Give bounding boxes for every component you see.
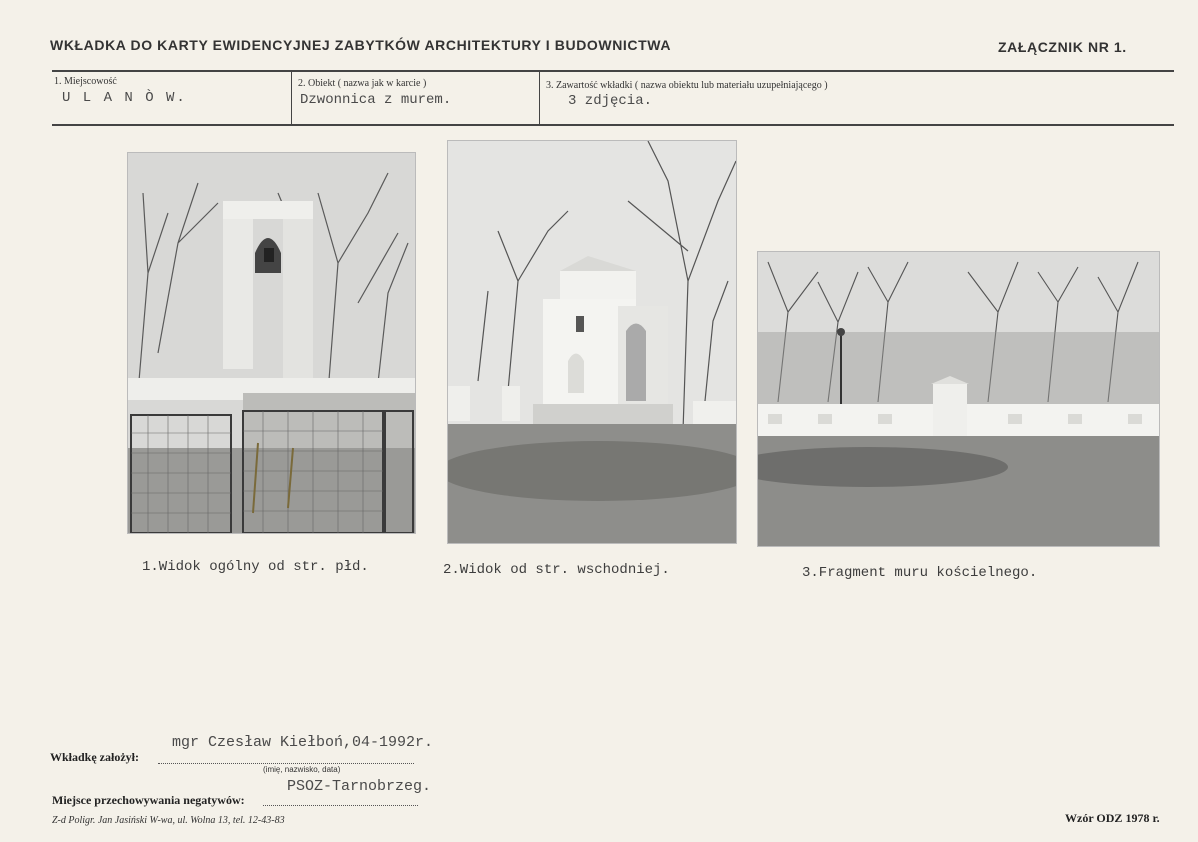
- annex-number: ZAŁĄCZNIK NR 1.: [998, 39, 1127, 55]
- storage-label: Miejsce przechowywania negatywów:: [52, 793, 245, 807]
- object-label: 2. Obiekt ( nazwa jak w karcie ): [298, 78, 427, 89]
- contents-value: 3 zdjęcia.: [568, 93, 653, 109]
- locality-value: U L A N Ò W.: [62, 90, 187, 106]
- header-top-rule: [52, 70, 1174, 72]
- header-divider-1: [291, 71, 292, 125]
- photo-2-caption: 2.Widok od str. wschodniej.: [443, 562, 670, 578]
- form-title: WKŁADKA DO KARTY EWIDENCYJNEJ ZABYTKÓW ARCHITEKTURY I BUDOWNICTWA: [50, 37, 672, 53]
- photo-3-caption: 3.Fragment muru kościelnego.: [802, 565, 1038, 581]
- author-value: mgr Czesław Kiełboń,04-1992r.: [172, 734, 434, 751]
- author-label: Wkładkę założył:: [50, 750, 139, 764]
- author-hint: (imię, nazwisko, data): [263, 765, 341, 774]
- photo-3-church-wall: [757, 251, 1160, 547]
- contents-label: 3. Zawartość wkładki ( nazwa obiektu lub materiału uzupełniającego ): [546, 80, 828, 91]
- locality-label: 1. Miejscowość: [54, 76, 117, 87]
- storage-dotted-line: [263, 804, 418, 806]
- header-divider-2: [539, 71, 540, 125]
- object-value: Dzwonnica z murem.: [300, 92, 452, 108]
- storage-value: PSOZ-Tarnobrzeg.: [287, 778, 432, 795]
- form-code: Wzór ODZ 1978 r.: [1065, 811, 1160, 825]
- photo-1-bell-tower-gate: [127, 152, 416, 534]
- photo-1-caption: 1.Widok ogólny od str. płd.: [142, 559, 369, 575]
- printer-info: Z-d Poligr. Jan Jasiński W-wa, ul. Wolna 13, tel. 12-43-83: [52, 815, 285, 826]
- author-dotted-line: [158, 762, 414, 764]
- photo-2-bell-tower-east: [447, 140, 737, 544]
- header-bottom-rule: [52, 124, 1174, 126]
